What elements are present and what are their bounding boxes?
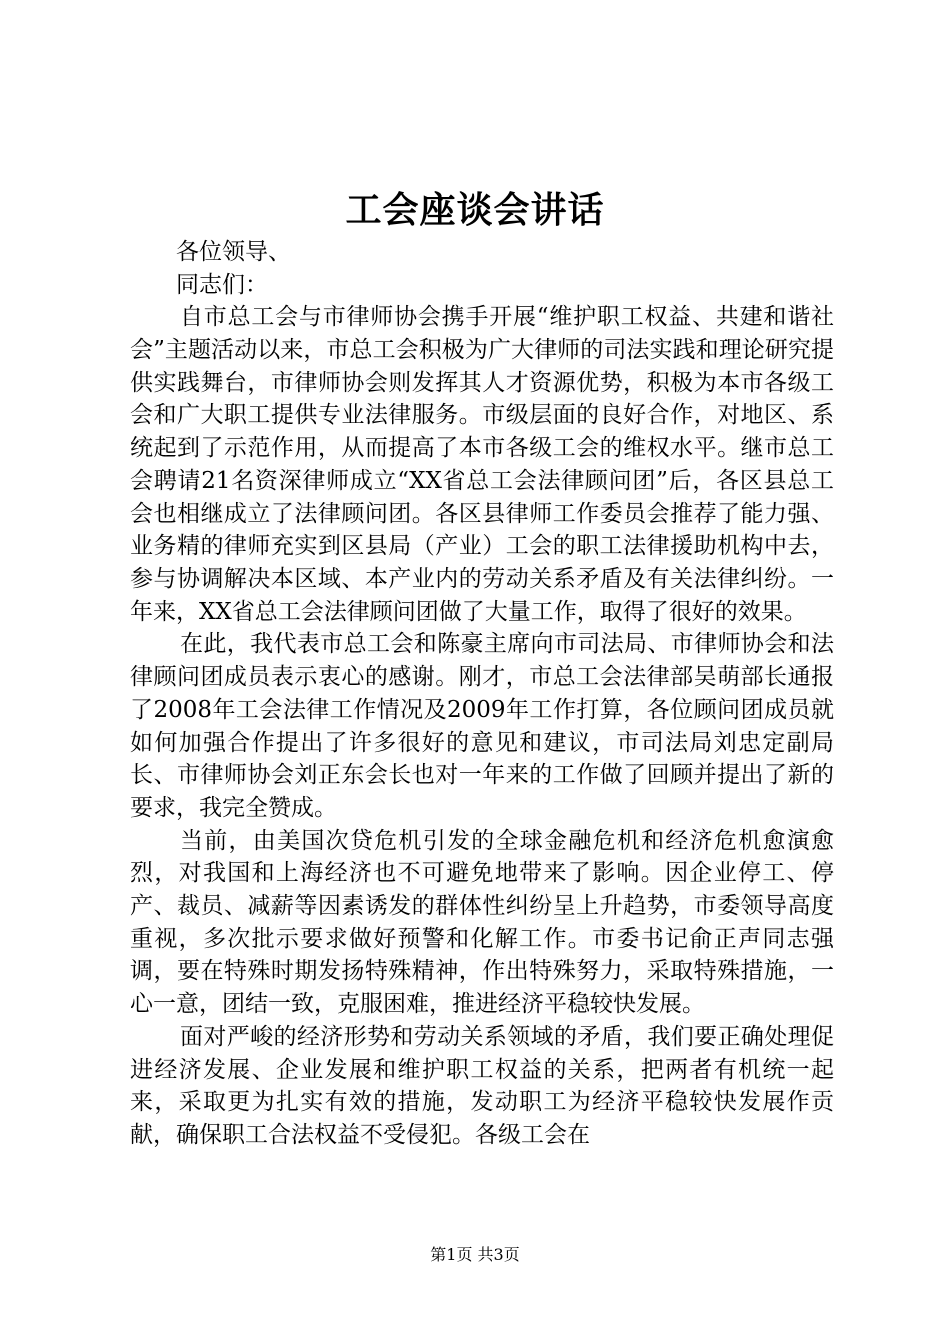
document-body (130, 236, 834, 1152)
salutation-line-2: 同志们： (176, 271, 268, 298)
page-footer: 第1页 共3页 (430, 1245, 520, 1264)
paragraph-3: 当前，由美国次贷危机引发的全球金融危机和经济危机愈演愈烈，对我国和上海经济也不可避免地带来了影响。因企业停工、停产、裁员、减薪等因素诱发的群体性纠纷呈上升趋势，市委领导高度重视，多次批示要求做好预警和化解工作。市委书记俞正声同志强调，要在特殊时期发扬特殊精神，作出特殊努力，采取特殊措施，一心一意，团结一致，克服困难，推进经济平稳较快发展。 (130, 827, 834, 1018)
paragraph-2: 在此，我代表市总工会和陈豪主席向市司法局、市律师协会和法律顾问团成员表示衷心的感谢。刚才，市总工会法律部吴萌部长通报了2008年工会法律工作情况及2009年工作打算，各位顾问团成员就如何加强合作提出了许多很好的意见和建议，市司法局刘忠定副局长、市律师协会刘正东会长也对一年来的工作做了回顾并提出了新的要求，我完全赞成。 (130, 631, 834, 821)
paragraph-4: 面对严峻的经济形势和劳动关系领域的矛盾，我们要正确处理促进经济发展、企业发展和维护职工权益的关系，把两者有机统一起来，采取更为扎实有效的措施，发动职工为经济平稳较快发展作贡献，确保职工合法权益不受侵犯。各级工会在 (130, 1023, 834, 1148)
document-title: 工会座谈会讲话 (345, 189, 605, 231)
salutation-line-1: 各位领导、 (176, 239, 291, 265)
paragraph-1: 自市总工会与市律师协会携手开展“维护职工权益、共建和谐社会”主题活动以来，市总工会积极为广大律师的司法实践和理论研究提供实践舞台，市律师协会则发挥其人才资源优势，积极为本市各级工会和广大职工提供专业法律服务。市级层面的良好合作，对地区、系统起到了示范作用，从而提高了本市各级工会的维权水平。继市总工会聘请21名资深律师成立“XX省总工会法律顾问团”后，各区县总工会也相继成立了法律顾问团。各区县律师工作委员会推荐了能力强、业务精的律师充实到区县局（产业）工会的职工法律援助机构中去，参与协调解决本区域、本产业内的劳动关系矛盾及有关法律纠纷。一年来，XX省总工会法律顾问团做了大量工作，取得了很好的效果。 (130, 304, 834, 625)
